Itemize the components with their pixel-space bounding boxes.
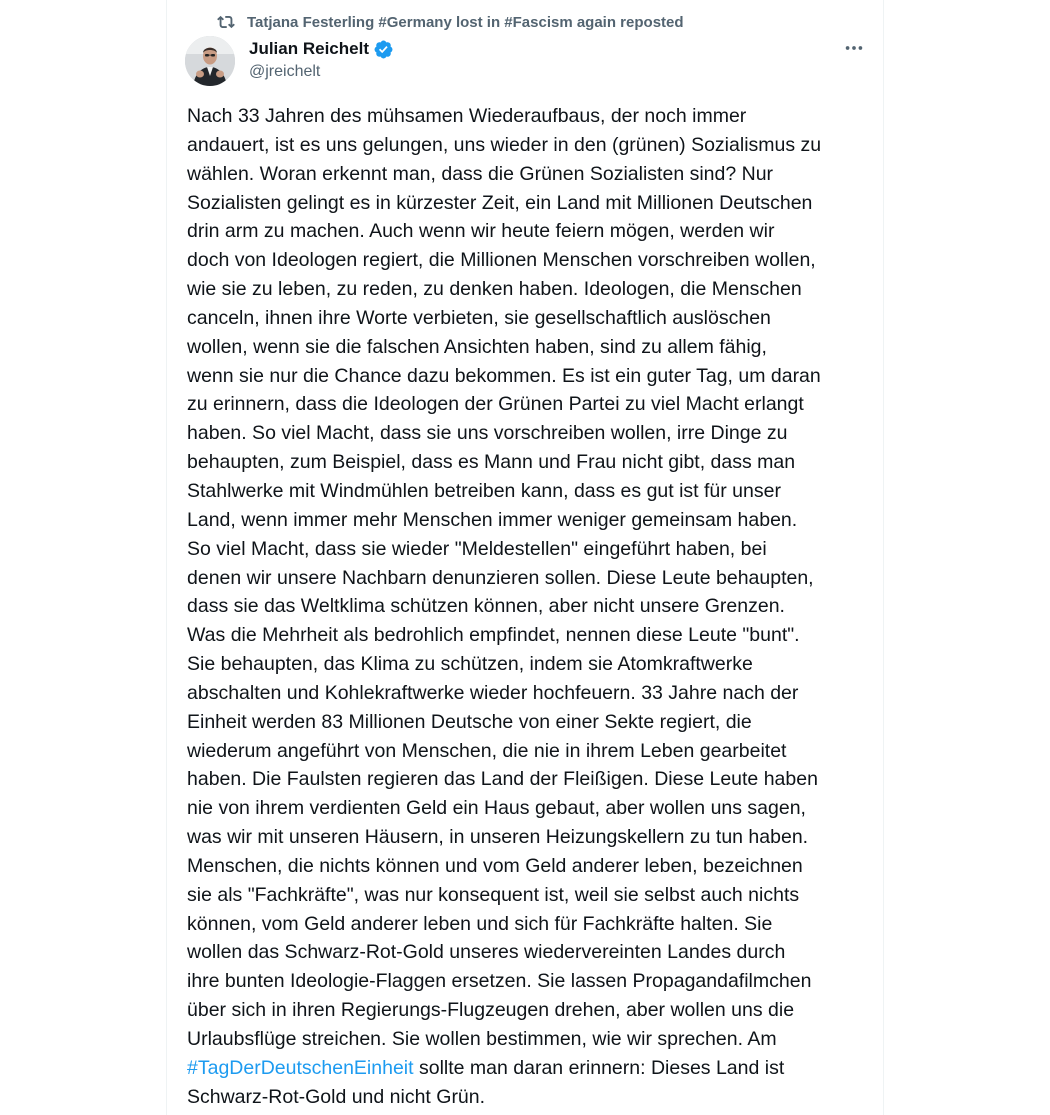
author-display-name[interactable]: Julian Reichelt: [249, 39, 369, 58]
tweet-card[interactable]: [166, 0, 884, 1115]
tweet-text-main: Nach 33 Jahren des mühsamen Wiederaufbaus, der noch immer andauert, ist es uns gelungen, uns wieder in den (grünen) Sozialismus zu wählen. Woran erkennt man, dass die Grünen Sozialisten sind? Nur Sozialisten gelingt es in kürzester Zeit, ein Land mit Millionen Deutschen drin arm zu machen. Auch wenn wir heute feiern mögen, werden wir doch von Ideologen regiert, die Millionen Menschen vorschreiben wollen, wie sie zu leben, zu reden, zu denken haben. Ideologen, die Menschen canceln, ihnen ihre Worte verbieten, sie gesellschaftlich auslöschen wollen, wenn sie die falschen Ansichten haben, sind zu allem fähig, wenn sie nur die Chance dazu bekommen. Es ist ein guter Tag, um daran zu erinnern, dass die Ideologen der Grünen Partei zu viel Macht erlangt haben. So viel Macht, dass sie uns vorschreiben wollen, irre Dinge zu behaupten, zum Beispiel, dass es Mann und Frau nicht gibt, dass man Stahlwerke mit Windmühlen betreiben kann, dass es gut ist für unser Land, wenn immer mehr Menschen immer weniger gemeinsam haben. So viel Macht, dass sie wieder "Meldestellen" eingeführt haben, bei denen wir unsere Nachbarn denunzieren sollen. Diese Leute behaupten, dass sie das Weltklima schützen können, aber nicht unsere Grenzen. Was die Mehrheit als bedrohlich empfindet, nennen diese Leute "bunt". Sie behaupten, das Klima zu schützen, indem sie Atomkraftwerke abschalten und Kohlekraftwerke wieder hochfeuern. 33 Jahre nach der Einheit werden 83 Millionen Deutsche von einer Sekte regiert, die wiederum angeführt von Menschen, die nie in ihrem Leben gearbeitet haben. Die Faulsten regieren das Land der Fleißigen. Diese Leute haben nie von ihrem verdienten Geld ein Haus gebaut, aber wollen uns sagen, was wir mit unseren Häusern, in unseren Heizungskellern zu tun haben. Menschen, die nichts können und vom Geld anderer leben, bezeichnen sie als "Fachkräfte", was nur konsequent ist, weil sie selbst auch nichts können, vom Geld anderer leben und sich für Fachkräfte halten. Sie wollen das Schwarz-Rot-Gold unseres wiedervereinten Landes durch ihre bunten Ideologie-Flaggen ersetzen. Sie lassen Propagandafilmchen über sich in ihren Regierungs-Flugzeugen drehen, aber wollen uns die Urlaubsflüge streichen. Sie wollen bestimmen, wie wir sprechen. Am: [187, 105, 822, 1050]
avatar[interactable]: [185, 36, 235, 86]
hashtag-link[interactable]: #TagDerDeutschenEinheit: [187, 1056, 414, 1079]
more-horizontal-icon: [843, 37, 865, 59]
author-handle[interactable]: @jreichelt: [249, 63, 321, 80]
tweet-body: [187, 102, 877, 1112]
verified-badge-icon[interactable]: [373, 39, 394, 60]
repost-label: Tatjana Festerling #Germany lost in #Fascism again reposted: [247, 13, 684, 31]
author-block: [249, 37, 394, 81]
more-options-button[interactable]: [837, 36, 871, 60]
repost-icon: [217, 13, 235, 31]
repost-header[interactable]: [217, 12, 684, 32]
tweet-text-end: sollte man daran erinnern: Dieses Land ist Schwarz-Rot-Gold und nicht Grün.: [187, 1056, 785, 1108]
